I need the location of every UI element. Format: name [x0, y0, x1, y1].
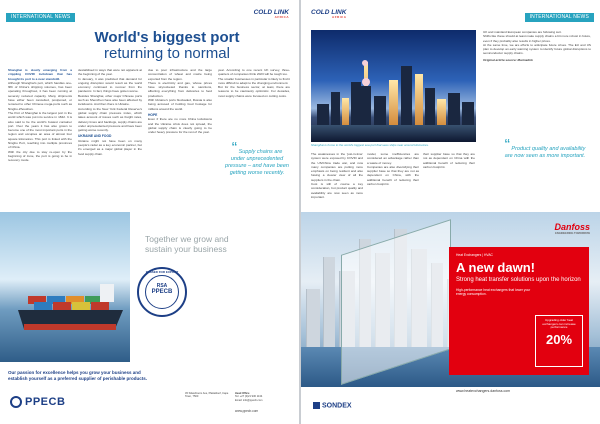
paragraph: Shifts like these should at least make supply chains a bit more robust in future, even if they probably also results in higher prices.	[483, 34, 591, 43]
ppecb-footer	[0, 362, 299, 424]
article-source: Original article source: Marinelink	[483, 57, 533, 62]
shanghai-skyline-photo	[311, 30, 476, 142]
pull-quote-text: Product quality and availability are now seen as more important.	[504, 146, 586, 159]
danfoss-red-panel	[449, 247, 589, 375]
danfoss-brand: Danfoss	[554, 222, 590, 232]
offer-value: 20%	[545, 332, 573, 348]
photo-caption: Shanghai is home to the world's biggest sea port that sees ships near around kilometres.	[311, 143, 429, 147]
lede: Shanghai is slowly emerging from a crippling COVID lockdown that has brought its port to a near standstill.	[8, 68, 72, 81]
paragraph: With the city due to stay re-open by the beginning of June, the port is going to be in recovery mode.	[8, 149, 72, 163]
subheading: UKRAINE AND FOOD	[78, 134, 112, 139]
paragraph: Cost is still of course a key consideration, but product quality and availability are now seen as more important.	[311, 182, 363, 199]
danfoss-body: High-performance heat exchangers that lower your energy consumption.	[456, 288, 531, 297]
paragraph: UK and mainland European companies are following suit.	[483, 30, 562, 34]
paragraph: year. According to one recent UK survey, three-quarters of companies think 2023 will be tough too.	[218, 68, 290, 77]
logo-text: COLD LINK	[253, 9, 289, 16]
column-7	[423, 152, 475, 169]
ppecb-advertisement	[0, 212, 299, 424]
paragraph: With Ukraine's ports blockaded, Russia is also being accused of holding food hostage for millions around the world.	[148, 98, 212, 111]
paragraph: According to the New York Federal Reserve's global supply chain pressure index, which takes account of issues such as freight rates, delivery times and backlogs, supply chains are under unprecedented pressure and have been getting worse recently.	[78, 106, 142, 133]
ppecb-tagline: Together we grow and sustain your business	[145, 234, 229, 254]
column-8	[483, 30, 591, 62]
danfoss-category: Heat Exchangers | HVAC	[456, 253, 493, 257]
danfoss-brand-sub: ENGINEERING TOMORROW	[555, 232, 590, 235]
paragraph: Even if there are no more China lockdowns and the Ukraine crisis does not spread, the global supply chain is clearly going to be under heavy pressure for the rest of the year.	[148, 117, 212, 135]
logo-sub: AFRICA	[332, 15, 347, 19]
offer-text: Upgrading older heat exchangers can increase performance	[542, 318, 576, 330]
danfoss-advertisement	[301, 212, 600, 424]
ppecb-slogan: Our passion for excellence helps you grow your business and establish yourself as a preferred supplier of perishable products.	[8, 370, 148, 381]
ppecb-website-link[interactable]: www.ppecb.com	[235, 409, 259, 413]
pull-quote-text: Supply chains are under unprecedented pressure – and have been getting worse recently.	[225, 149, 289, 176]
sondex-logo	[313, 402, 352, 409]
quote-mark-icon: “	[231, 140, 238, 157]
paragraph: In January, it was predicted that demand for ongoing disruption would result as the world economy continued to recover from the pandemic. In fact, things have gotten worse.	[78, 76, 142, 94]
logo-sub: AFRICA	[274, 15, 289, 19]
cold-link-logo	[254, 9, 289, 19]
danfoss-offer-box	[535, 315, 583, 367]
paragraph: Although Shanghai's port, which handles one-fifth of China's shipping volumes, has been operating throughout, it has been running at severely reduced capacity. Many shipments have either been cancelled, postponed, or rerouted to other Chinese mega-ports such as Ningbo-Zhoushan.	[8, 80, 72, 111]
seal-ppecb: PPECB	[151, 289, 173, 295]
paragraph: There is electricity and gas, whose prices have skyrocketed thanks to sanctions, affecting everything from deliveries to food production.	[148, 80, 212, 98]
column-4	[218, 68, 290, 98]
paragraph: Companies are also diversifying their supplier base so that they are not as dependent on China, with the additional benefit of reducing their carbon footprint.	[367, 164, 419, 187]
section-tag: INTERNATIONAL NEWS	[525, 13, 594, 22]
pull-quote-left	[224, 140, 290, 177]
column-6	[367, 152, 419, 186]
sondex-mark-icon	[313, 402, 320, 409]
danfoss-subhead: Strong heat transfer solutions upon the horizon	[456, 277, 581, 283]
quote-mark-icon: “	[504, 137, 510, 154]
seal-ring-text: PASSED FOR EXPORT	[145, 270, 179, 274]
paragraph: their supplier base so that they are not as dependent on China with the additional benefit of reducing their carbon footprint.	[423, 152, 475, 169]
paragraph: Besides Shanghai, other major Chinese ports such as Shenzhen have also been affected by lockdowns. And then there is Ukraine.	[78, 93, 142, 107]
paragraph: The smaller businesses in particular is likely to find it more difficult to adapt to the changing environment.	[218, 76, 290, 85]
column-2	[78, 68, 142, 156]
right-editorial-page	[301, 0, 600, 212]
title-line-2: returning to normal	[104, 45, 230, 62]
ppecb-logo-text: PPECB	[25, 396, 66, 408]
ppecb-phone: Tel: +27 (0)21 930 1134	[235, 395, 263, 399]
office-label: Head Office	[235, 392, 250, 395]
column-3	[148, 68, 212, 134]
danfoss-website-link[interactable]: www.heatexchangers.danfoss.com	[456, 389, 511, 393]
logo-text: COLD LINK	[311, 9, 347, 16]
ppecb-address: 45 Silwerboom Ave, Plattekloof, Cape Town, 7500	[185, 392, 229, 399]
paragraph: due to poor infrastructure and the large concentration of wheat and maize being exported from the region.	[148, 68, 212, 81]
ppecb-emblem-icon	[10, 396, 22, 408]
paragraph: Ukraine might not have been on many people's radar as a key economic partner, but it's emerged as a major global player in the food supply chain.	[78, 138, 142, 156]
danfoss-headline: A new dawn!	[456, 260, 535, 275]
cold-link-logo	[311, 9, 346, 19]
paragraph: But for the business sector, at least, there are reasons to be cautiously optimistic. For decades, most supply chains were focused on cutting costs.	[218, 85, 290, 98]
seal-rsa: RSA	[156, 283, 168, 289]
column-1	[8, 68, 72, 163]
sondex-text: SONDEX	[322, 402, 352, 410]
section-tag: INTERNATIONAL NEWS	[6, 13, 75, 22]
title-line-1: World's biggest port	[94, 29, 240, 46]
container-ship-image	[0, 212, 130, 362]
paragraph: model, some inefficiencies are considered an advantage rather than a waste of money.	[367, 152, 419, 165]
paragraph: The weaknesses in the 'just-in-time' system were exposed by COVID and the US/China trade war, and now many companies are putting more emphasis on being resilient and also having a clearer view of all the suppliers in the chain.	[311, 152, 363, 182]
danfoss-logo	[554, 222, 590, 235]
ppecb-contact	[235, 392, 295, 402]
pull-quote-right	[501, 137, 589, 160]
subheading: HOPE	[148, 112, 158, 117]
paragraph: At the same time, we are efforts to anticipate future crises. The EU and US plan to develop an early warning system to identify future global disruptions to semiconductor supply chains.	[483, 42, 591, 56]
ppecb-logo	[10, 396, 65, 408]
left-editorial-page	[0, 0, 299, 212]
passed-for-export-seal	[137, 267, 187, 317]
paragraph: destabilised in ways that were not apparent at the beginning of the year.	[78, 68, 142, 77]
ppecb-email[interactable]: Email: info@ppecb.com	[235, 398, 263, 402]
article-title	[62, 30, 272, 62]
paragraph: The Port of Shanghai is the largest port in the world which was put into service in 1842. It is also said to be the world's busiest container port. Over the years it has also grown to become one of the most important ports in the region and occupies an area of almost four square kilometres. This port is linked with the Ningbo Port, reaching into multiple provinces of China.	[8, 110, 72, 150]
column-5	[311, 152, 363, 199]
